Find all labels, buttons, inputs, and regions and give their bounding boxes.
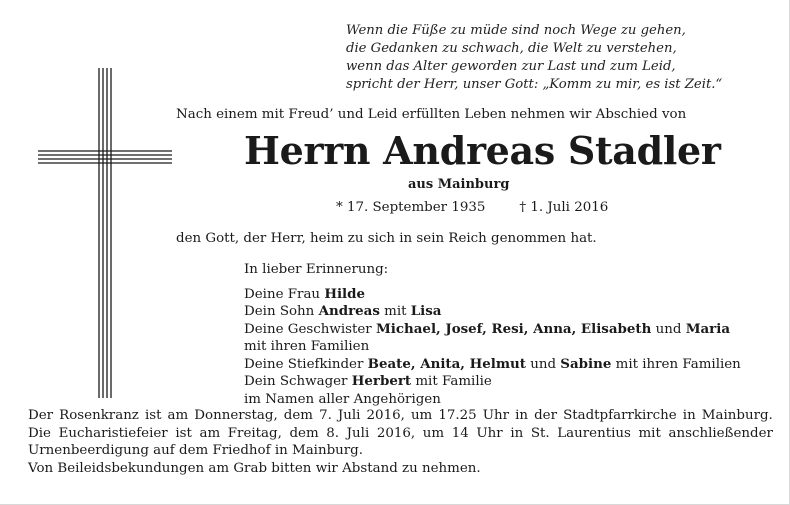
poem-line: die Gedanken zu schwach, die Welt zu verstehen, [346, 41, 677, 56]
poem-line: wenn das Alter geworden zur Last und zum Leid, [346, 59, 676, 74]
service-word: um [410, 408, 433, 423]
service-word: 17.25 [438, 408, 477, 423]
death-date: † 1. Juli 2016 [519, 200, 609, 215]
deceased-name: Herrn Andreas Stadler [244, 128, 721, 173]
service-word: Eucharistiefeier [58, 425, 168, 441]
service-word: Der [28, 408, 54, 423]
cross-icon [38, 68, 172, 398]
service-word: in [510, 425, 524, 441]
service-word: Die [28, 425, 51, 441]
service-word: Stadtpfarrkirche [563, 408, 677, 423]
service-word: am [167, 408, 189, 423]
mourner-line: Deine Geschwister Michael, Josef, Resi, Anna, Elisabeth und Maria [244, 320, 731, 337]
service-word: Rosenkranz [59, 408, 139, 423]
service-word: dem [283, 408, 313, 423]
service-word: mit [638, 425, 661, 441]
service-line-burial: Urnenbeerdigung auf dem Friedhof in Mainburg. [28, 443, 364, 458]
mourners-list [244, 261, 741, 408]
service-word: St. [530, 425, 550, 441]
service-word: ist [175, 425, 192, 441]
service-word: 14 [451, 425, 469, 441]
mourner-line: im Namen aller Angehörigen [244, 391, 441, 407]
poem [346, 22, 766, 94]
service-word: Freitag, [227, 425, 282, 441]
service-word: am [199, 425, 221, 441]
service-details [28, 407, 773, 460]
service-word: 2016, [366, 408, 405, 423]
service-word: 2016, [376, 425, 416, 441]
service-word: Juli [337, 408, 361, 423]
poem-line: spricht der Herr, unser Gott: „Komm zu mir, es ist Zeit.“ [346, 77, 723, 92]
service-word: 8. [326, 425, 340, 441]
mourners-heading: In lieber Erinnerung: [244, 262, 389, 277]
closing-note: Von Beileidsbekundungen am Grab bitten wir Abstand zu nehmen. [28, 461, 481, 476]
service-word: Donnerstag, [194, 408, 278, 423]
intro-text: Nach einem mit Freud’ und Leid erfüllten Leben nehmen wir Abschied von [176, 107, 687, 122]
poem-line: Wenn die Füße zu müde sind noch Wege zu gehen, [346, 23, 686, 38]
service-word: Uhr [476, 425, 503, 441]
service-word: in [515, 408, 529, 423]
service-word: um [422, 425, 445, 441]
mourner-line: Dein Schwager Herbert mit Familie [244, 373, 492, 389]
mourner-line: Deine Stiefkinder Beate, Anita, Helmut und Sabine mit ihren Familien [244, 355, 741, 372]
birth-date: * 17. September 1935 [336, 200, 486, 215]
service-word: ist [144, 408, 162, 423]
service-word: dem [289, 425, 319, 441]
service-line-rosary [28, 407, 773, 425]
service-word: Mainburg. [701, 408, 773, 423]
service-word: anschließender [668, 425, 773, 441]
service-word: 7. [319, 408, 332, 423]
service-word: der [534, 408, 557, 423]
hometown: aus Mainburg [408, 177, 510, 192]
mourner-line: Dein Sohn Andreas mit Lisa [244, 303, 442, 319]
passing-text: den Gott, der Herr, heim zu sich in sein Reich genommen hat. [176, 231, 597, 246]
mourner-line: mit ihren Familien [244, 339, 370, 354]
service-word: in [682, 408, 696, 423]
mourner-line: Deine Frau Hilde [244, 285, 366, 302]
service-word: Laurentius [557, 425, 631, 441]
service-word: Uhr [482, 408, 510, 423]
life-dates [336, 200, 608, 215]
service-word: Juli [346, 425, 370, 441]
service-line-mass [28, 425, 773, 443]
